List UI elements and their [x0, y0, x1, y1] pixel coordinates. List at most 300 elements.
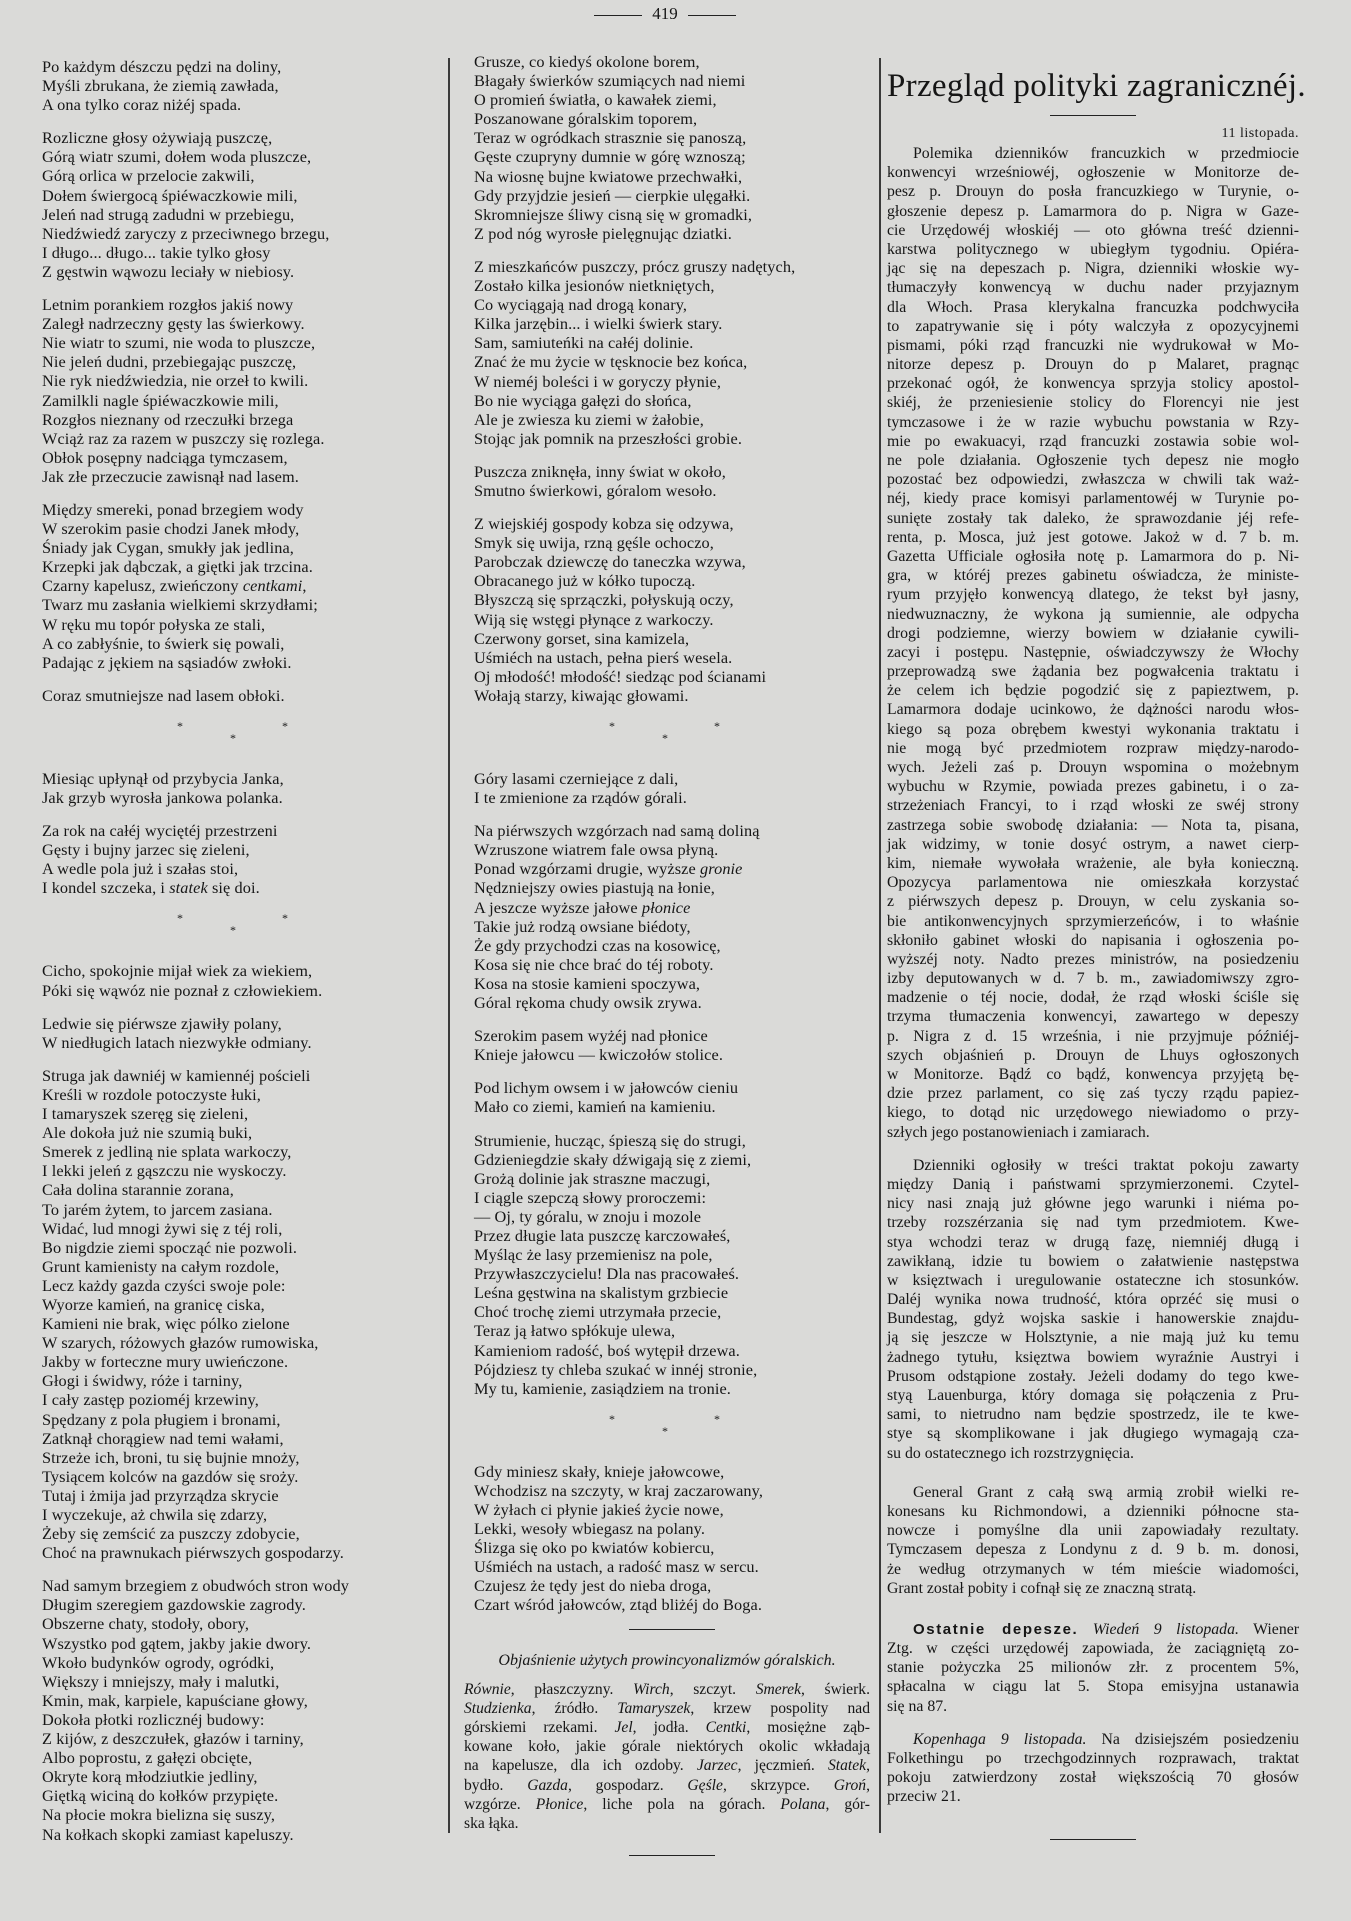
- verse-line: Zatknął chorągiew nad temi wałami,: [42, 1428, 284, 1448]
- verse-line: Choć trochę ziemi utrzymała przecie,: [474, 1302, 722, 1322]
- verse-line: Nie wiatr to szumi, nie woda to pluszcze,: [42, 333, 316, 353]
- verse-line: A wedle pola już i szałas stoi,: [42, 859, 239, 879]
- text-line: [887, 451, 1299, 470]
- stanza: [474, 52, 870, 243]
- verse-line: Spędzany z pola pługiem i bronami,: [42, 1409, 281, 1429]
- text-segment: wzgórze.: [464, 1795, 536, 1813]
- text-line: [887, 413, 1299, 432]
- verse-line: Ale je zwiesza ku ziemi w żałobie,: [474, 409, 704, 429]
- glossary-line: [464, 1699, 870, 1718]
- text-segment: Daléj wynika nowa trudność, która oprzéć się musi o: [887, 1291, 1299, 1309]
- text-line: [887, 1620, 1299, 1639]
- verse-line: Uśmiéch na ustach, a radość masz w sercu.: [474, 1557, 759, 1577]
- article-paragraph: [887, 1730, 1299, 1807]
- text-segment: stanie pożyczka 25 milionów złr. z procentem 5%,: [887, 1659, 1299, 1677]
- verse-line: Obłok posępny nadciąga tymczasem,: [42, 447, 288, 467]
- verse-line: Teraz ją łatwo spłókuje ulewa,: [474, 1321, 676, 1341]
- verse-line: Z wiejskiéj gospody kobza się odzywa,: [474, 514, 734, 534]
- verse-line: Wiją się wstęgi płynące z warkoczy.: [474, 609, 714, 629]
- text-line: [887, 624, 1299, 643]
- text-segment: konesans ku Richmondowi, a dzienniki północne sta-: [887, 1502, 1299, 1520]
- italic-term: Groń: [833, 1776, 867, 1794]
- verse-line: Wszystko pod gątem, jakby jakie dwory.: [42, 1633, 312, 1653]
- verse-line: Smerek z jedliną nie splata warkoczy,: [42, 1142, 292, 1162]
- verse-line: Nad samym brzegiem z obudwóch stron wody: [42, 1576, 349, 1596]
- verse-line: Wkoło budynków ogrody, ogródki,: [42, 1652, 275, 1672]
- stanza: [42, 295, 442, 486]
- glossary: [464, 1680, 870, 1834]
- text-segment: Na dzisiejszém posiedzeniu: [1086, 1730, 1299, 1748]
- text-segment: Folkethingu po trzechgodzinnych rozprawach, traktat: [887, 1750, 1299, 1767]
- stanza: [474, 1131, 870, 1398]
- text-line: [887, 892, 1299, 911]
- text-segment: , świerk.: [801, 1680, 870, 1698]
- asterisk: *: [230, 923, 237, 938]
- verse-line: Lecz każdy gazda czyści swoje pole:: [42, 1275, 286, 1295]
- italic-term: Kopenhaga 9 listopada.: [913, 1730, 1087, 1748]
- text-segment: się doi.: [207, 878, 260, 898]
- asterisk: *: [177, 718, 184, 733]
- text-segment: , krzew pospolity nad: [690, 1699, 870, 1717]
- asterisk: *: [662, 1423, 669, 1438]
- verse-line: Pod lichym owsem i w jałowców cieniu: [474, 1078, 739, 1098]
- text-line: [887, 1483, 1299, 1502]
- asterism-separator: [474, 1406, 870, 1456]
- text-segment: karstwa politycznego w ubiegłym tygodniu. Opiéra-: [887, 240, 1299, 258]
- verse-line: Smyk się uwija, rzną gęśle ochoczo,: [474, 533, 714, 553]
- text-segment: strzeżeniach Francyi, to i rząd włoski ze swéj strony: [887, 797, 1299, 815]
- verse-line: Wciąż raz za razem w puszczy się rozlega.: [42, 428, 325, 448]
- text-line: [887, 566, 1299, 585]
- text-line: [887, 681, 1299, 700]
- verse-line: Błyszczą się sprzączki, połyskują oczy,: [474, 590, 734, 610]
- verse-line: Zamilkli nagle śpiéwaczkowie mili,: [42, 390, 279, 410]
- asterisk: *: [177, 911, 184, 926]
- text-line: [887, 1027, 1299, 1046]
- text-line: [887, 950, 1299, 969]
- verse-line: Niedźwiedź zaryczy z przeciwnego brzegu,: [42, 223, 330, 243]
- verse-line: Stojąc jak pomnik na przeszłości grobie.: [474, 428, 743, 448]
- text-segment: jąc się na depeszach p. Nigra, dzienniki włoskie wy-: [887, 260, 1299, 278]
- text-segment: dzie przez parlament, co się zaś tyczy rządu papiez-: [887, 1085, 1299, 1103]
- text-segment: pismami, póki rząd francuzki nie wydrukował w Mo-: [887, 336, 1299, 354]
- text-line: [887, 585, 1299, 604]
- verse-line: My tu, kamienie, zasiądziem na tronie.: [474, 1378, 731, 1398]
- verse-line: Na piérwszych wzgórzach nad samą doliną: [474, 821, 760, 841]
- verse-line: Ślizga się oko po kwiatów kobiercu,: [474, 1538, 715, 1558]
- asterisk: *: [714, 1411, 721, 1426]
- verse-line: Bo nie wyciąga gałęzi do słońca,: [474, 390, 692, 410]
- text-segment: Dzienniki ogłosiły w treści traktat pokoju zawarty: [913, 1156, 1299, 1174]
- verse-line: Głogi i świdwy, róże i tarniny,: [42, 1371, 243, 1391]
- text-line: [887, 1271, 1299, 1290]
- text-line: [887, 1103, 1299, 1122]
- text-segment: stya wchodzi teraz w drugą fazę, niemniéj długą i: [887, 1233, 1299, 1251]
- verse-line: Kmin, mak, karpiele, kapuściane głowy,: [42, 1690, 308, 1710]
- verse-line: Jak złe przeczucie zawisnął nad lasem.: [42, 466, 299, 486]
- verse-line: Obszerne chaty, stodoły, obory,: [42, 1614, 250, 1634]
- verse-line: Jakby w forteczne mury uwieńczone.: [42, 1352, 289, 1372]
- verse-line: Wzruszone wiatrem fale owsa płyną.: [474, 840, 719, 860]
- text-segment: , mosiężne ząb-: [746, 1718, 870, 1736]
- text-line: [887, 777, 1299, 796]
- asterisk: *: [714, 719, 721, 733]
- header-rule-left: [594, 15, 642, 16]
- verse-line: Jak grzyb wyrosła jankowa polanka.: [42, 788, 283, 807]
- stanza: [474, 514, 870, 705]
- text-segment: ryum przyjęło konwencyą dlatego, że tekst był jasny,: [887, 586, 1299, 604]
- text-segment: zawikłaną, idzie tu bowiem o załatwienie następstwa: [887, 1252, 1299, 1270]
- verse-line: Tysiącem kolców na gazdów się sroży.: [42, 1466, 299, 1486]
- verse-line: Nie ryk niedźwiedzia, nie orzeł to kwili.: [42, 371, 309, 391]
- italic-term: Wirch: [633, 1680, 670, 1698]
- text-line: [887, 662, 1299, 681]
- verse-line: [42, 576, 442, 595]
- text-line: [887, 1560, 1299, 1579]
- article-title: Przegląd polityki zagranicznéj.: [887, 68, 1306, 104]
- text-line: [887, 317, 1299, 336]
- article-paragraph: [887, 144, 1299, 1142]
- text-segment: , liche pola na górach.: [583, 1795, 781, 1813]
- verse-line: I lekki jeleń z gąszczu nie wyskoczy.: [42, 1161, 287, 1181]
- text-line: [887, 1309, 1299, 1328]
- text-line: [887, 1658, 1299, 1677]
- verse-line: Giętką wiciną do kołków przypięte.: [42, 1786, 279, 1806]
- text-line: [887, 1540, 1299, 1559]
- column-divider: [879, 58, 881, 1833]
- verse-line: Skromniejsze śliwy cisną się w gromadki,: [474, 204, 753, 224]
- text-segment: tłumaczyły konwencyą w duchu nader przyjaznym: [887, 279, 1299, 297]
- verse-line: Grunt kamienisty na całym rozdole,: [42, 1256, 280, 1276]
- verse-line: Błagały świerków szumiących nad niemi: [474, 71, 746, 91]
- italic-term: Tamaryszek: [617, 1699, 691, 1717]
- verse-line: I te zmienione za rządów górali.: [474, 788, 687, 808]
- verse-line: Poszanowane góralskim toporem,: [474, 109, 698, 129]
- verse-line: Gęste czupryny dumnie w górę wznoszą;: [474, 147, 746, 167]
- text-line: [887, 509, 1299, 528]
- stanza: [42, 1066, 442, 1562]
- stanza: [42, 821, 442, 897]
- verse-line: Na wiosnę bujne kwiatowe przechwałki,: [474, 166, 743, 186]
- verse-line: Letnim porankiem rozgłos jakiś nowy: [42, 295, 294, 315]
- text-segment: gra, w któréj prezes gabinetu oświadcza, że ministe-: [887, 567, 1299, 585]
- asterisk: *: [282, 718, 289, 733]
- verse-line: Dołem świergocą śpiéwaczkowie mili,: [42, 185, 298, 205]
- asterisk: *: [282, 911, 289, 926]
- verse-line: I długo... długo... takie tylko głosy: [42, 242, 271, 262]
- italic-term: Jarzec: [696, 1757, 738, 1775]
- text-segment: [1078, 1621, 1093, 1638]
- text-segment: stye są skomplikowane i jak długiego wymagają cza-: [887, 1425, 1299, 1443]
- poem-column-2: [464, 52, 870, 1856]
- verse-line: W szarych, różowych głazów rumowiska,: [42, 1333, 319, 1353]
- text-line: [887, 144, 1299, 163]
- verse-line: Czerwony gorset, sina kamizela,: [474, 628, 690, 648]
- verse-line: Śniady jak Cygan, smukły jak jedlina,: [42, 538, 294, 558]
- italic-term: Gęśle: [687, 1776, 723, 1794]
- text-line: [887, 528, 1299, 547]
- verse-line: Za rok na całéj wyciętéj przestrzeni: [42, 821, 278, 841]
- verse-line: Jeleń nad strugą zadudni w przebiegu,: [42, 204, 295, 224]
- text-segment: , źródło.: [531, 1699, 618, 1717]
- text-segment: mie po ewakuacyi, rząd francuzki zostawia sobie wol-: [887, 432, 1299, 450]
- glossary-line: [464, 1737, 870, 1756]
- italic-term: Centki: [705, 1718, 747, 1736]
- text-segment: Ztg. w części urzędowéj zapowiada, że zaciągniętą zo-: [887, 1640, 1299, 1658]
- verse-line: Grusze, co kiedyś okolone borem,: [474, 52, 700, 71]
- text-line: [887, 854, 1299, 873]
- verse-line: Okryte korą młodziutkie jedliny,: [42, 1767, 258, 1787]
- text-line: [887, 758, 1299, 777]
- text-line: [887, 1233, 1299, 1252]
- verse-line: Choć na prawnukach piérwszych gospodarzy.: [42, 1543, 344, 1563]
- article-date: 11 listopada.: [1221, 126, 1299, 141]
- text-segment: nowcze i pomyślne dla unii zapowiadały rezultaty.: [887, 1522, 1299, 1540]
- text-line: [887, 1213, 1299, 1232]
- text-segment: skiéj, że przeniesienie stolicy do Florencyi nie jest: [887, 394, 1299, 412]
- verse-line: Leśna gęstwina na skalistym grzbiecie: [474, 1283, 729, 1303]
- italic-term: Smerek: [755, 1680, 801, 1698]
- verse-line: Przez długie lata puszczę karczowałeś,: [474, 1225, 731, 1245]
- text-line: [887, 1194, 1299, 1213]
- italic-term: Studzienka: [464, 1699, 532, 1717]
- article-paragraph: [887, 1620, 1299, 1716]
- text-line: [887, 1156, 1299, 1175]
- verse-line: Górą orlica w przelocie zakwili,: [42, 166, 255, 186]
- text-segment: , szczyt.: [669, 1680, 756, 1698]
- text-segment: ją się jeszcze w Holsztynie, a nie mają już ku temu: [887, 1329, 1299, 1347]
- asterisk: *: [609, 719, 616, 733]
- verse-line: O promień światła, o kawałek ziemi,: [474, 90, 717, 110]
- verse-line: [474, 898, 870, 917]
- verse-line: Strzeże ich, broni, tu się bujnie mnoży,: [42, 1447, 300, 1467]
- text-line: [887, 1697, 1299, 1716]
- text-line: [887, 470, 1299, 489]
- stanza: [474, 462, 870, 500]
- verse-line: I cały zastęp pozioméj krzewiny,: [42, 1390, 259, 1410]
- text-segment: sunięte zostały tak daleko, że sprawozdanie jéj refe-: [887, 509, 1299, 527]
- verse-line: Tutaj i żmija jad przyrządza skrycie: [42, 1485, 279, 1505]
- text-segment: , skrzypce.: [722, 1776, 834, 1794]
- verse-line: Albo poprostu, z gałęzi obcięte,: [42, 1748, 253, 1768]
- text-segment: ,: [866, 1776, 870, 1794]
- text-segment: su do ostatecznego ich rozstrzygnięcia.: [887, 1444, 1134, 1462]
- stanza: [42, 500, 442, 672]
- stanza: [42, 686, 442, 705]
- article-paragraph: [887, 1156, 1299, 1463]
- text-segment: izby deputowanych w d. 7 b. m., zawiadomiwszy zgro-: [887, 970, 1299, 988]
- text-line: [887, 912, 1299, 931]
- italic-term: płonice: [641, 897, 691, 917]
- text-line: [887, 374, 1299, 393]
- verse-line: Wyorze kamień, na granicę ciska,: [42, 1294, 265, 1314]
- verse-line: Smutno świerkowi, góralom wesoło.: [474, 480, 717, 500]
- text-segment: że celem ich będzie pogodzić się z papieztwem, p.: [887, 682, 1299, 700]
- text-segment: w Monitorze. Bądź co bądź, konwencya przyjętą bę-: [887, 1066, 1299, 1083]
- section-rule: [629, 1629, 715, 1630]
- text-line: [887, 1348, 1299, 1367]
- glossary-line: [464, 1680, 870, 1699]
- verse-line: Na płocie mokra bielizna się suszy,: [42, 1805, 276, 1825]
- verse-line: Twarz mu zasłania wielkiemi skrzydłami;: [42, 595, 318, 615]
- text-line: [887, 1749, 1299, 1768]
- verse-line: Gdy przyjdzie jesień — cierpkie ulęgałki.: [474, 185, 751, 205]
- text-line: [887, 605, 1299, 624]
- stanza: [474, 1026, 870, 1064]
- verse-line: Puszcza zniknęła, inny świat w około,: [474, 461, 726, 481]
- glossary-line: [464, 1718, 870, 1737]
- verse-line: Mało co ziemi, kamień na kamieniu.: [474, 1097, 716, 1117]
- verse-line: I ciągle szepczą słowy proroczemi:: [474, 1187, 707, 1207]
- glossary-line: [464, 1756, 870, 1775]
- verse-line: Szerokim pasem wyżéj nad płonice: [474, 1026, 708, 1046]
- text-segment: , jodła.: [632, 1718, 706, 1736]
- verse-line: [474, 859, 870, 878]
- column-divider: [448, 58, 450, 1833]
- text-line: [887, 643, 1299, 662]
- verse-line: Bo nigdzie ziemi spocząć nie pozwoli.: [42, 1237, 298, 1257]
- text-segment: wych. Jeżeli zaś p. Drouyn wspomina o możebnym: [887, 759, 1299, 776]
- verse-line: Czart wśród jałowców, ztąd bliżéj do Boga.: [474, 1595, 762, 1615]
- verse-line: Z mieszkańców puszczy, prócz gruszy nadętych,: [474, 256, 796, 276]
- text-line: [887, 1424, 1299, 1443]
- page-number: 419: [652, 4, 678, 23]
- text-line: [887, 1046, 1299, 1065]
- text-segment: cie Urzędowéj włoskiéj — oto główna treść dzienni-: [887, 221, 1299, 239]
- text-line: [887, 393, 1299, 412]
- text-line: [887, 1639, 1299, 1658]
- verse-line: Widać, lud mnogi żywi się z téj roli,: [42, 1218, 283, 1238]
- stanza: [474, 1462, 870, 1615]
- verse-line: Żeby się zemścić za puszczy zdobycie,: [42, 1524, 300, 1544]
- text-segment: nitorze depesz p. Drouyn do p Malaret, pragnąc: [887, 356, 1299, 374]
- text-segment: trzyma tłumaczenia konwencyi, zawartego w depeszy: [887, 1008, 1299, 1026]
- text-segment: , gór-: [825, 1795, 870, 1813]
- text-line: [887, 873, 1299, 892]
- italic-term: Płonice: [535, 1795, 584, 1813]
- verse-line: Na kołkach skopki zamiast kapeluszy.: [42, 1824, 294, 1844]
- verse-line: Rozliczne głosy ożywiają puszczę,: [42, 128, 273, 148]
- glossary-line: [464, 1814, 870, 1833]
- text-segment: między Danią i państwami sprzymierzonemi. Czytel-: [887, 1175, 1299, 1193]
- text-line: [887, 1123, 1299, 1142]
- text-line: [887, 1579, 1299, 1598]
- verse-line: Góry lasami czerniejące z dali,: [474, 769, 679, 788]
- text-line: [887, 720, 1299, 739]
- verse-line: Struga jak dawniéj w kamiennéj pościeli: [42, 1065, 311, 1085]
- text-line: [887, 1730, 1299, 1749]
- text-line: [887, 1290, 1299, 1309]
- text-line: [887, 547, 1299, 566]
- article-paragraph: [887, 1483, 1299, 1598]
- verse-line: I tamaryszek szeręg się zieleni,: [42, 1104, 249, 1124]
- text-line: [887, 1502, 1299, 1521]
- stanza: [42, 128, 442, 281]
- verse-line: Uśmiéch na ustach, pełna pierś wesela.: [474, 647, 733, 667]
- text-line: [887, 1405, 1299, 1424]
- verse-line: Ale dokoła już nie szumią buki,: [42, 1123, 253, 1143]
- text-line: [887, 739, 1299, 758]
- text-segment: drogi podziemne, wierzy bowiem w działanie cywili-: [887, 624, 1299, 642]
- verse-line: Póki się wąwóz nie poznał z człowiekiem.: [42, 980, 323, 1000]
- text-segment: pesz p. Drouyn do posła francuzkiego w Turynie, o-: [887, 183, 1299, 201]
- verse-line: Nie jeleń dudni, przebiegając puszczę,: [42, 352, 297, 372]
- stanza: [42, 1576, 442, 1843]
- verse-line: Zostało kilka jesionów nietkniętych,: [474, 276, 715, 296]
- italic-term: gronie: [700, 859, 743, 879]
- text-line: [887, 835, 1299, 854]
- text-segment: , gospodarz.: [567, 1776, 688, 1794]
- text-line: [887, 1768, 1299, 1787]
- verse-line: Kilka jarzębin... i wielki świerk stary.: [474, 314, 723, 334]
- verse-line: W niedługich latach niezwykłe odmiany.: [42, 1032, 312, 1052]
- text-line: [887, 489, 1299, 508]
- glossary-title: Objaśnienie użytych prowincyonalizmów góralskich.: [498, 1651, 836, 1669]
- text-segment: pozostać bez odpowiedzi, zwłaszcza w chwili tak waż-: [887, 471, 1299, 489]
- text-line: [887, 931, 1299, 950]
- text-segment: bie antikonwencyjnych sprzymierzeńców, i to właśnie: [887, 912, 1299, 930]
- asterisk: *: [662, 731, 669, 745]
- text-line: [887, 221, 1299, 240]
- text-line: [887, 1367, 1299, 1386]
- text-segment: Lamarmora dodaje ucinkowo, że dążności narodu włos-: [887, 701, 1299, 719]
- glossary-line: [464, 1795, 870, 1814]
- verse-line: Kreśli w rozdole potoczyste łuki,: [42, 1084, 261, 1104]
- text-line: [887, 816, 1299, 835]
- text-line: [887, 259, 1299, 278]
- text-segment: renta, p. Mosca, już jest gotowe. Jakoż w d. 7 b. m.: [887, 528, 1299, 546]
- text-line: [887, 700, 1299, 719]
- text-segment: Bundestag, gdyż wojska saskie i hanowerskie znajdu-: [887, 1310, 1299, 1328]
- stanza: [42, 57, 442, 114]
- verse-line: Długim szeregiem gazdowskie zagrody.: [42, 1595, 306, 1615]
- text-line: [887, 1386, 1299, 1405]
- text-segment: przekonać ogół, że konwencya sprzyja stolicy apostol-: [887, 375, 1299, 393]
- text-segment: Tymczasem depesza z Londynu z d. 9 b. m. donosi,: [887, 1541, 1299, 1559]
- verse-line: W nieméj boleści i w goryczy płynie,: [474, 371, 721, 391]
- text-segment: przeprowadzą swe żądania bez pogwałcenia traktatu i: [887, 663, 1299, 681]
- verse-line: Strumienie, hucząc, śpieszą się do strugi,: [474, 1130, 746, 1150]
- text-segment: wybuchu w Rzymie, powiada prezes gabinetu, i o za-: [887, 778, 1299, 796]
- text-segment: néj, kiedy prace komisyi parlamentowéj w Turynie po-: [887, 490, 1299, 508]
- verse-line: W ręku mu topór połyska ze stali,: [42, 614, 266, 634]
- text-line: [887, 355, 1299, 374]
- text-segment: szłych jego postanowieniach i zamiarach.: [887, 1123, 1150, 1141]
- asterisk: *: [230, 730, 237, 745]
- verse-line: Górą wiatr szumi, dołem woda pluszcze,: [42, 147, 312, 167]
- verse-line: Knieje jałowcu — kwiczołów stolice.: [474, 1045, 724, 1065]
- text-line: [887, 1252, 1299, 1271]
- verse-line: Nędzniejszy owies piastują na łonie,: [474, 878, 715, 898]
- verse-line: Sam, samiuteńki na całéj dolinie.: [474, 333, 694, 353]
- verse-line: Po każdym dészczu pędzi na doliny,: [42, 57, 282, 76]
- verse-line: Myśląc że lasy przemienisz na pole,: [474, 1245, 713, 1265]
- stanza: [42, 961, 442, 999]
- verse-line: I wyczekuje, aż chwila się zdarzy,: [42, 1505, 268, 1524]
- section-rule: [629, 1855, 715, 1856]
- text-segment: A jeszcze wyższe jałowe: [474, 897, 642, 917]
- text-segment: pokoju zatwierdzony został większością 70 głosów: [887, 1769, 1299, 1787]
- verse-line: To jarém żytem, to jarcem zasiana.: [42, 1199, 273, 1219]
- section-heading: Ostatnie depesze.: [913, 1620, 1079, 1638]
- title-rule: [1050, 115, 1136, 116]
- text-segment: Opozycya parlamentowa nie omieszkała korzystać: [887, 874, 1299, 892]
- verse-line: Kosa się nie chce brać do téj roboty.: [474, 954, 714, 974]
- verse-line: Że gdy przychodzi czas na kosowicę,: [474, 935, 721, 955]
- verse-line: W żyłach ci płynie jakieś życie nowe,: [474, 1500, 724, 1519]
- text-segment: kiego są poza obrębem kwestyi wykonania traktatu i: [887, 720, 1299, 738]
- verse-line: Myśli zbrukana, że ziemią zawłada,: [42, 76, 279, 96]
